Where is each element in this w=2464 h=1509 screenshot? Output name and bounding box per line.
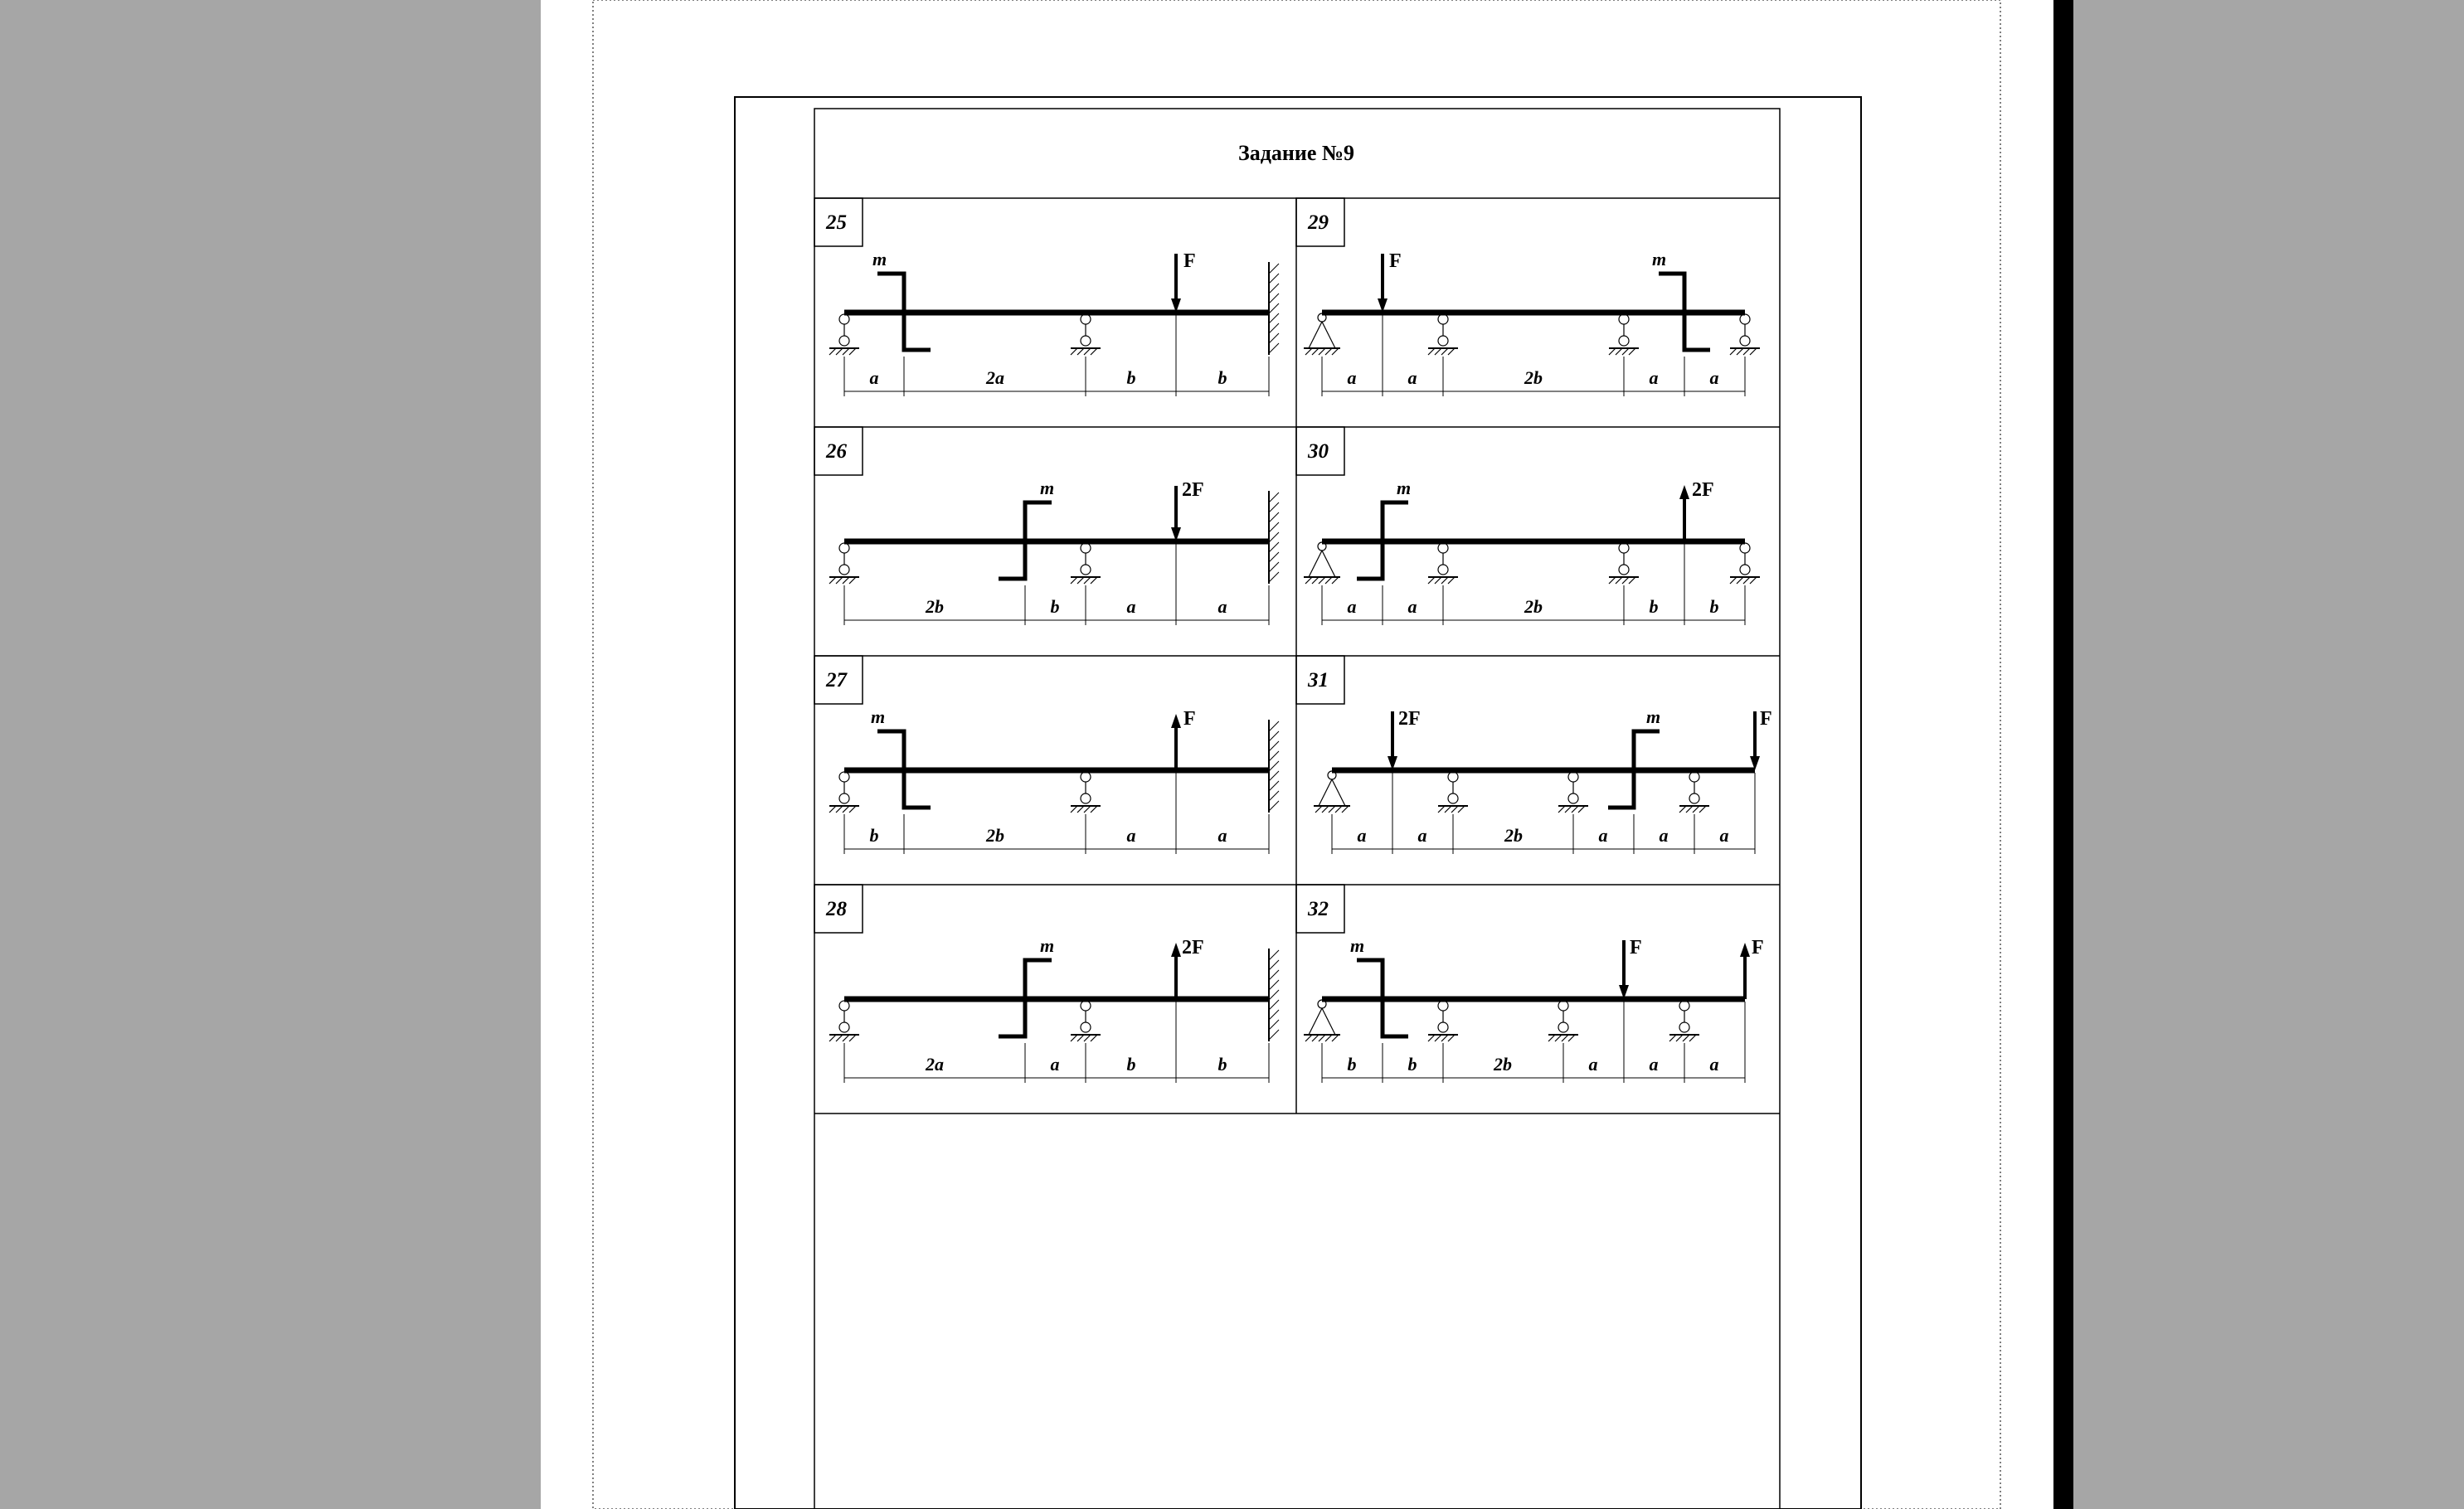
pin-support: [1304, 542, 1340, 584]
dimension-label: a: [1347, 596, 1357, 617]
roller-support: [829, 772, 859, 813]
dimension-label: 2b: [926, 596, 944, 617]
roller-support: [829, 314, 859, 355]
force-label: F: [1183, 708, 1196, 730]
problem-number: 30: [1308, 440, 1329, 463]
problem-28: [814, 885, 1279, 1083]
roller-support: [829, 543, 859, 584]
sheet-title: Задание №9: [1237, 141, 1355, 165]
dimension-label: a: [1649, 1054, 1659, 1075]
dimension-label: a: [1709, 1054, 1719, 1075]
roller-support: [1730, 314, 1760, 355]
problem-27: [814, 656, 1279, 854]
dimension-label: 2b: [1524, 367, 1543, 388]
dimension-label: a: [1357, 825, 1367, 846]
dimension-label: a: [1126, 596, 1136, 617]
roller-support: [1071, 1001, 1101, 1041]
pin-support: [1314, 771, 1350, 813]
problem-30: [1296, 427, 1760, 625]
dimension-label: b: [1649, 596, 1659, 617]
roller-support: [1071, 543, 1101, 584]
problem-number: 28: [826, 898, 847, 920]
moment-label: m: [1040, 935, 1055, 956]
dimension-label: b: [1347, 1054, 1357, 1075]
dimension-label: a: [1649, 367, 1659, 388]
dimension-label: b: [1126, 1054, 1136, 1075]
moment-label: m: [1040, 478, 1055, 498]
roller-support: [1428, 543, 1458, 584]
dimension-label: a: [1719, 825, 1729, 846]
force-arrowhead: [1679, 485, 1689, 499]
dimension-line: [844, 773, 1269, 854]
roller-support: [1548, 1001, 1578, 1041]
pin-support: [1304, 1000, 1340, 1041]
dimension-label: b: [869, 825, 879, 846]
roller-support: [1679, 772, 1709, 813]
moment-label: m: [1350, 935, 1365, 956]
dimension-label: a: [1217, 825, 1227, 846]
dimension-label: a: [1659, 825, 1669, 846]
problem-25: [814, 198, 1279, 396]
problem-number: 32: [1308, 898, 1329, 920]
problem-number: 25: [826, 211, 847, 234]
dimension-line: [844, 315, 1269, 396]
wall-hatch: [1269, 492, 1279, 582]
problem-26: [814, 427, 1279, 625]
force-label: 2F: [1398, 708, 1421, 730]
roller-support: [1609, 314, 1639, 355]
problem-32: [1296, 885, 1764, 1083]
roller-support: [1438, 772, 1468, 813]
roller-support: [829, 1001, 859, 1041]
force-label: F: [1183, 250, 1196, 272]
dimension-label: b: [1709, 596, 1719, 617]
dimension-label: b: [1217, 367, 1227, 388]
roller-support: [1071, 314, 1101, 355]
dimension-label: 2a: [986, 367, 1004, 388]
moment-label: m: [1646, 706, 1661, 727]
dimension-line: [1322, 1002, 1745, 1083]
dimension-label: 2a: [926, 1054, 944, 1075]
dimension-label: 2b: [1524, 596, 1543, 617]
moment-label: m: [1397, 478, 1412, 498]
force-arrowhead: [1740, 943, 1750, 957]
dimension-label: b: [1050, 596, 1060, 617]
dimension-label: 2b: [986, 825, 1004, 846]
roller-support: [1428, 1001, 1458, 1041]
dimension-label: a: [1588, 1054, 1598, 1075]
problem-number: 31: [1308, 669, 1329, 691]
problem-31: [1296, 656, 1772, 854]
force-label: F: [1389, 250, 1402, 272]
dimension-label: b: [1217, 1054, 1227, 1075]
problem-29: [1296, 198, 1760, 396]
force-arrowhead: [1171, 714, 1181, 728]
moment-label: m: [1652, 249, 1667, 269]
force-arrowhead: [1171, 943, 1181, 957]
dimension-label: 2b: [1494, 1054, 1512, 1075]
force-label: F: [1630, 937, 1642, 958]
force-label: 2F: [1182, 937, 1204, 958]
roller-support: [1071, 772, 1101, 813]
dimension-label: a: [1347, 367, 1357, 388]
roller-support: [1428, 314, 1458, 355]
dimension-label: a: [1407, 596, 1417, 617]
dimension-label: a: [1417, 825, 1427, 846]
dimension-line: [1332, 773, 1755, 854]
dimension-label: a: [869, 367, 879, 388]
roller-support: [1669, 1001, 1699, 1041]
wall-hatch: [1269, 264, 1279, 353]
dimension-label: b: [1407, 1054, 1417, 1075]
roller-support: [1609, 543, 1639, 584]
dimension-label: b: [1126, 367, 1136, 388]
problem-number: 26: [826, 440, 847, 463]
dimension-label: a: [1050, 1054, 1060, 1075]
moment-label: m: [871, 706, 886, 727]
force-label: 2F: [1182, 479, 1204, 501]
dimension-label: a: [1126, 825, 1136, 846]
problem-number: 29: [1308, 211, 1329, 234]
wall-hatch: [1269, 950, 1279, 1040]
dimension-label: a: [1598, 825, 1608, 846]
moment-label: m: [872, 249, 887, 269]
roller-support: [1730, 543, 1760, 584]
force-label: F: [1760, 708, 1772, 730]
problem-number: 27: [826, 669, 847, 691]
wall-hatch: [1269, 721, 1279, 811]
dimension-label: a: [1407, 367, 1417, 388]
force-label: 2F: [1692, 479, 1714, 501]
dimension-label: a: [1217, 596, 1227, 617]
roller-support: [1558, 772, 1588, 813]
pin-support: [1304, 313, 1340, 355]
dimension-label: 2b: [1504, 825, 1523, 846]
dimension-label: a: [1709, 367, 1719, 388]
force-label: F: [1752, 937, 1764, 958]
